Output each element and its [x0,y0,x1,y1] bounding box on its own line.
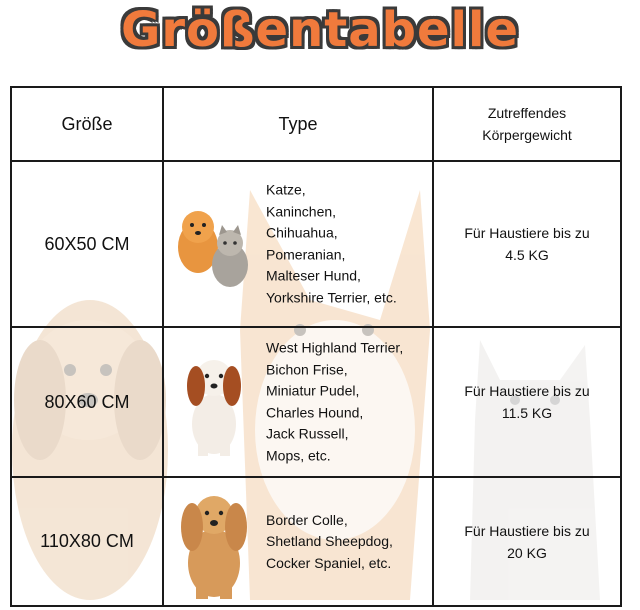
row-weight [433,327,621,477]
row-weight-label: Für Haustiere bis zu 4.5 KG [464,225,590,263]
cocker-spaniel-icon [174,483,254,601]
row-type-cell [163,161,433,327]
table-row [11,327,621,477]
row-size: 60X50 CM [11,161,163,327]
row-breeds: West Highland Terrier, Bichon Frise, Miniatur Pudel, Charles Hound, Jack Russell, Mops, etc. [266,339,404,463]
row-breeds: Katze, Kaninchen, Chihuahua, Pomeranian, Malteser Hund, Yorkshire Terrier, etc. [266,181,397,305]
row-weight [433,477,621,606]
page-title: Größentabelle [120,2,519,58]
header-weight-label: Zutreffendes Körpergewicht [482,105,572,143]
row-size: 80X60 CM [11,327,163,477]
row-weight [433,161,621,327]
header-weight [433,87,621,161]
table-header-row [11,87,621,161]
table-row [11,161,621,327]
row-weight-label: Für Haustiere bis zu 11.5 KG [464,383,590,421]
cavalier-spaniel-icon [174,346,252,458]
size-chart-table [10,86,622,607]
row-breeds: Border Colle, Shetland Sheepdog, Cocker Spaniel, etc. [266,511,393,571]
row-type-cell [163,327,433,477]
header-type: Type [163,87,433,161]
header-size: Größe [11,87,163,161]
row-type-cell [163,477,433,606]
table-row [11,477,621,606]
row-size: 110X80 CM [11,477,163,606]
pomeranian-and-cat-icon [174,199,252,289]
row-weight-label: Für Haustiere bis zu 20 KG [464,522,590,561]
